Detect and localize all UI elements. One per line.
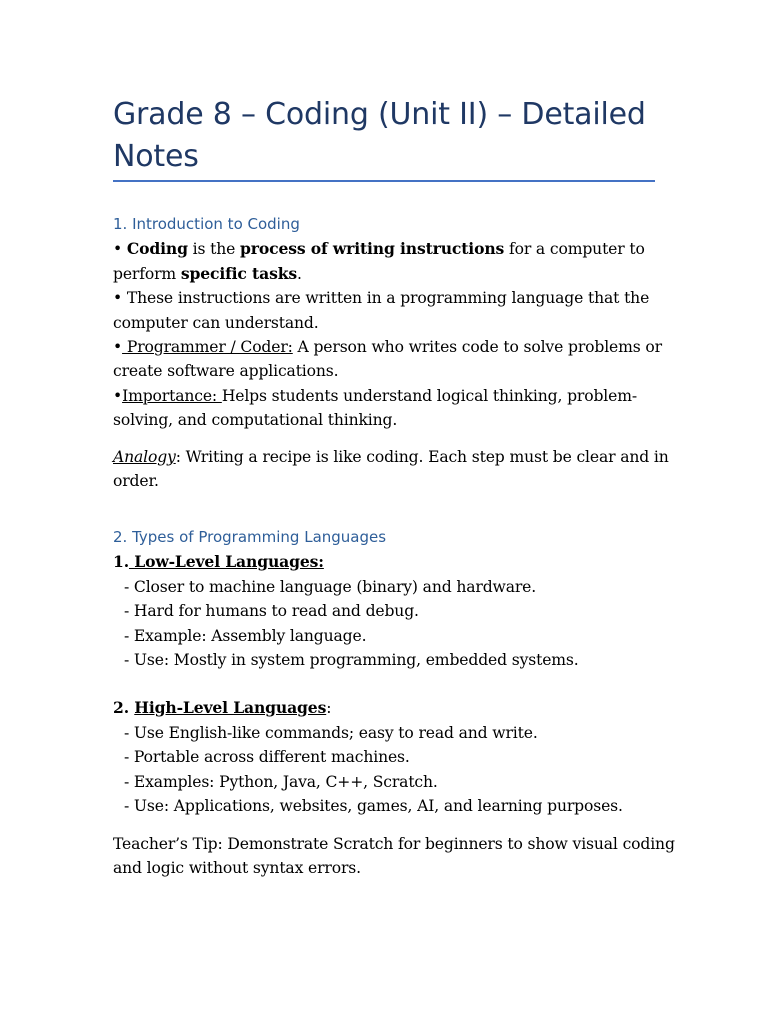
bullet: • [113, 240, 127, 258]
bold-term-coding: Coding [126, 239, 188, 258]
text-run: for a computer to [504, 240, 645, 258]
analogy-line [113, 447, 669, 467]
list-item: - Use: Applications, websites, games, AI, and learning purposes. [124, 797, 623, 815]
paragraph-line: create software applications. [113, 362, 339, 380]
paragraph-line [113, 239, 645, 259]
paragraph-line [113, 264, 302, 284]
text-run: : [326, 699, 332, 717]
bold-term-specific-tasks: specific tasks [180, 264, 297, 283]
text-run: Helps students understand logical thinking, problem- [221, 387, 637, 405]
paragraph-line [113, 337, 662, 357]
bullet: • [113, 338, 123, 356]
bullet: • [113, 387, 123, 405]
teachers-tip-line: and logic without syntax errors. [113, 859, 361, 877]
list-number: 2. [113, 698, 135, 717]
list-item: - Portable across different machines. [124, 748, 410, 766]
list-item: - Closer to machine language (binary) and hardware. [124, 578, 537, 596]
list-item: - Use English-like commands; easy to read and write. [124, 724, 538, 742]
section-heading-types: 2. Types of Programming Languages [113, 528, 387, 546]
analogy-label: Analogy [113, 448, 176, 466]
text-run: . [296, 265, 302, 283]
list-number: 1. [113, 552, 129, 571]
section-heading-introduction: 1. Introduction to Coding [113, 215, 300, 233]
underlined-term-importance: Importance: [122, 387, 222, 405]
paragraph-line: solving, and computational thinking. [113, 411, 398, 429]
subheading-low-level [113, 552, 324, 572]
low-level-label: Low-Level Languages: [128, 552, 324, 571]
text-run: is the [187, 240, 241, 258]
paragraph-line [113, 386, 637, 406]
page-title: Grade 8 – Coding (Unit II) – Detailed Notes [113, 97, 646, 174]
bold-term-process: process of writing instructions [240, 239, 505, 258]
list-item: - Example: Assembly language. [124, 627, 367, 645]
list-item: - Use: Mostly in system programming, embedded systems. [124, 651, 579, 669]
paragraph-line: • These instructions are written in a programming language that the [113, 289, 650, 307]
teachers-tip-line: Teacher’s Tip: Demonstrate Scratch for beginners to show visual coding [113, 835, 675, 853]
list-item: - Hard for humans to read and debug. [124, 602, 419, 620]
subheading-high-level [113, 698, 331, 718]
title-divider [113, 180, 655, 182]
text-run: perform [113, 265, 181, 283]
underlined-term-programmer: Programmer / Coder: [122, 338, 293, 356]
list-item: - Examples: Python, Java, C++, Scratch. [124, 773, 438, 791]
analogy-line: order. [113, 472, 159, 490]
paragraph-line: computer can understand. [113, 314, 319, 332]
text-run: A person who writes code to solve problems or [292, 338, 662, 356]
high-level-label: High-Level Languages [134, 698, 327, 717]
text-run: : Writing a recipe is like coding. Each step must be clear and in [175, 448, 669, 466]
